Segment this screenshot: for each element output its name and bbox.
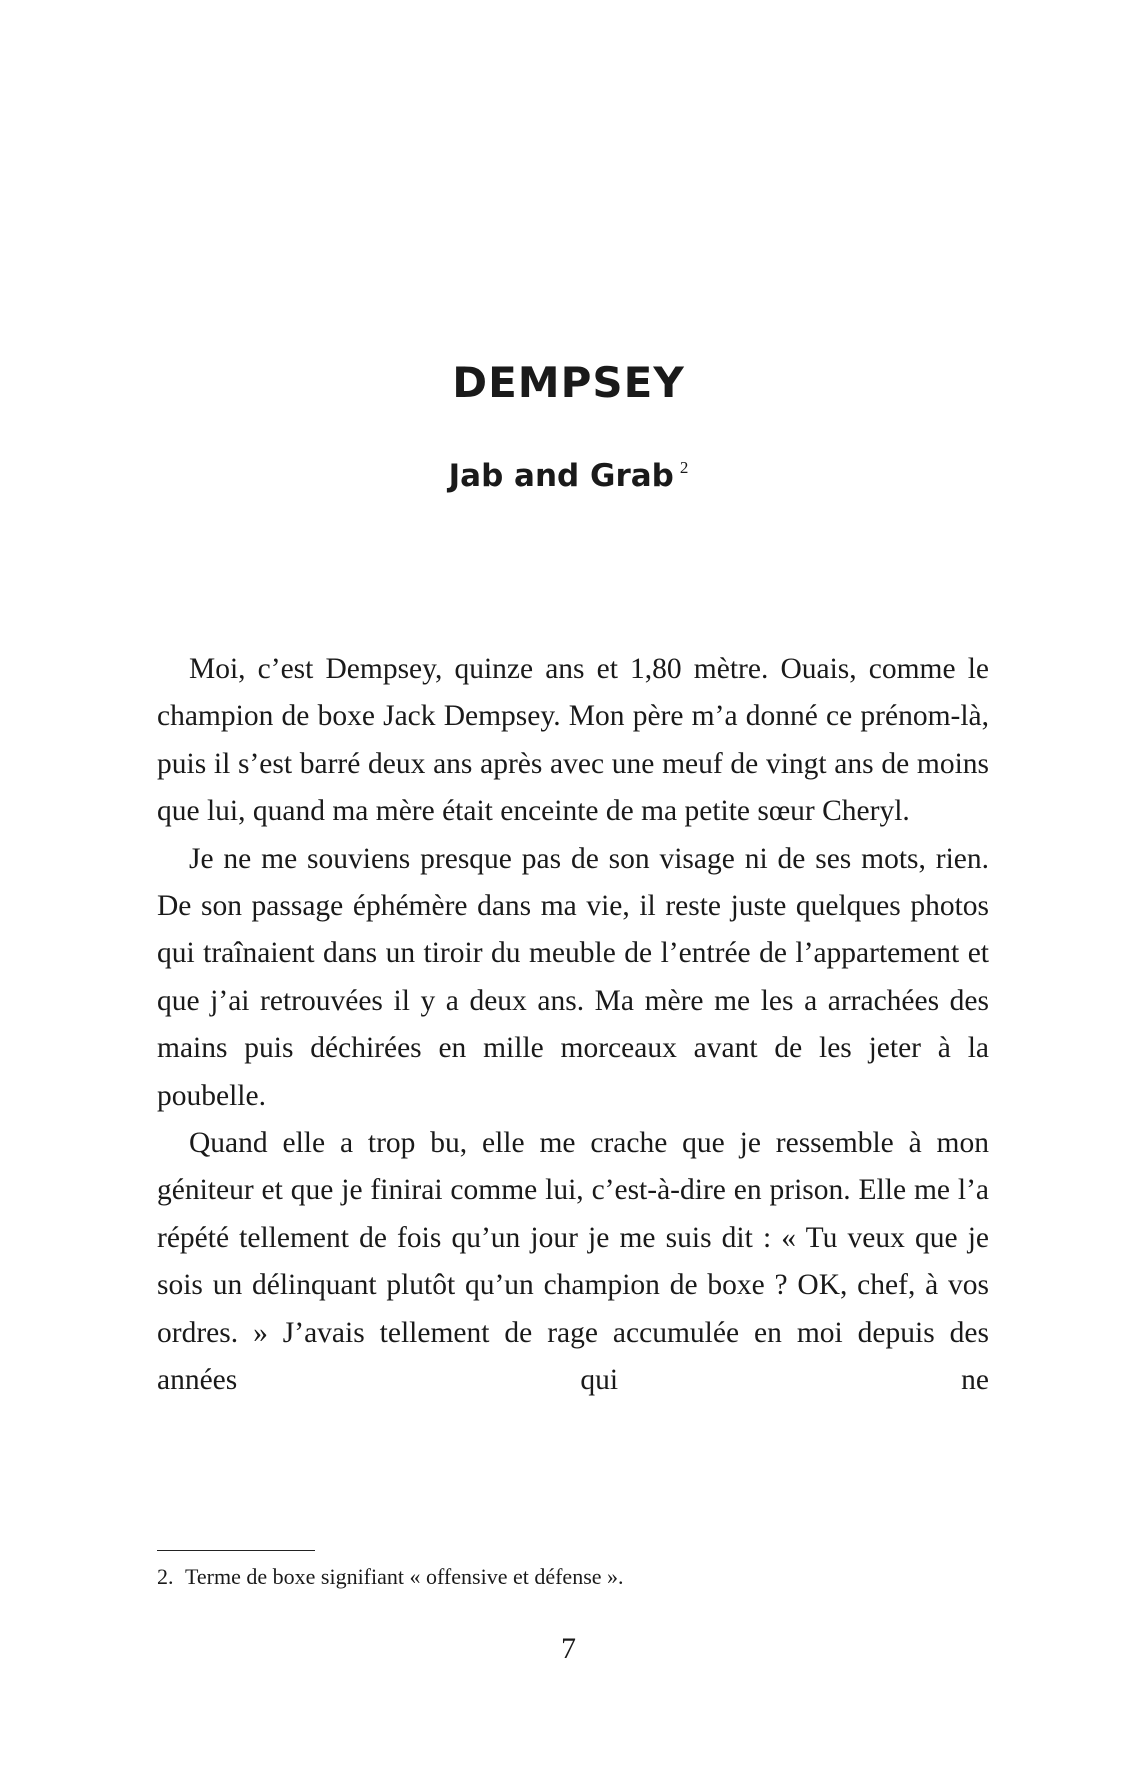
paragraph-1: Moi, c’est Dempsey, quinze ans et 1,80 mètre. Ouais, comme le champion de boxe Jack Dempsey. Mon père m’a donné ce prénom-là, puis il s’est barré deux ans après avec une meuf de vingt ans de moins que lui, quand ma mère était enceinte de ma petite sœur Cheryl.: [157, 653, 989, 828]
paragraph-2: Je ne me souviens presque pas de son visage ni de ses mots, rien. De son passage éphémère dans ma vie, il reste juste quelques photos qui traînaient dans un tiroir du meuble de l’entrée de l’appartement et que j’ai retrouvées il y a deux ans. Ma mère me les a arrachées des mains puis déchirées en mille morceaux avant de les jeter à la poubelle.: [157, 842, 989, 1112]
chapter-title: DEMPSEY: [452, 358, 685, 407]
footnote-text: Terme de boxe signifiant « offensive et défense ».: [185, 1564, 624, 1589]
footnote-number: 2.: [157, 1564, 174, 1589]
page-number: 7: [561, 1632, 576, 1665]
footnote-reference: 2: [679, 458, 689, 477]
footnote: [157, 1564, 624, 1590]
footnote-divider: [157, 1550, 315, 1551]
paragraph-3: Quand elle a trop bu, elle me crache que je ressemble à mon géniteur et que je finirai comme lui, c’est-à-dire en prison. Elle me l’a répété tellement de fois qu’un jour je me suis dit : « Tu veux que je sois un délinquant plutôt qu’un champion de boxe ? OK, chef, à vos ordres. » J’avais tellement de rage accumulée en moi depuis des années qui ne: [157, 1127, 989, 1397]
chapter-subtitle: [0, 458, 1137, 494]
chapter-subtitle-text: Jab and Grab: [448, 458, 674, 494]
body-text: [157, 646, 989, 1405]
